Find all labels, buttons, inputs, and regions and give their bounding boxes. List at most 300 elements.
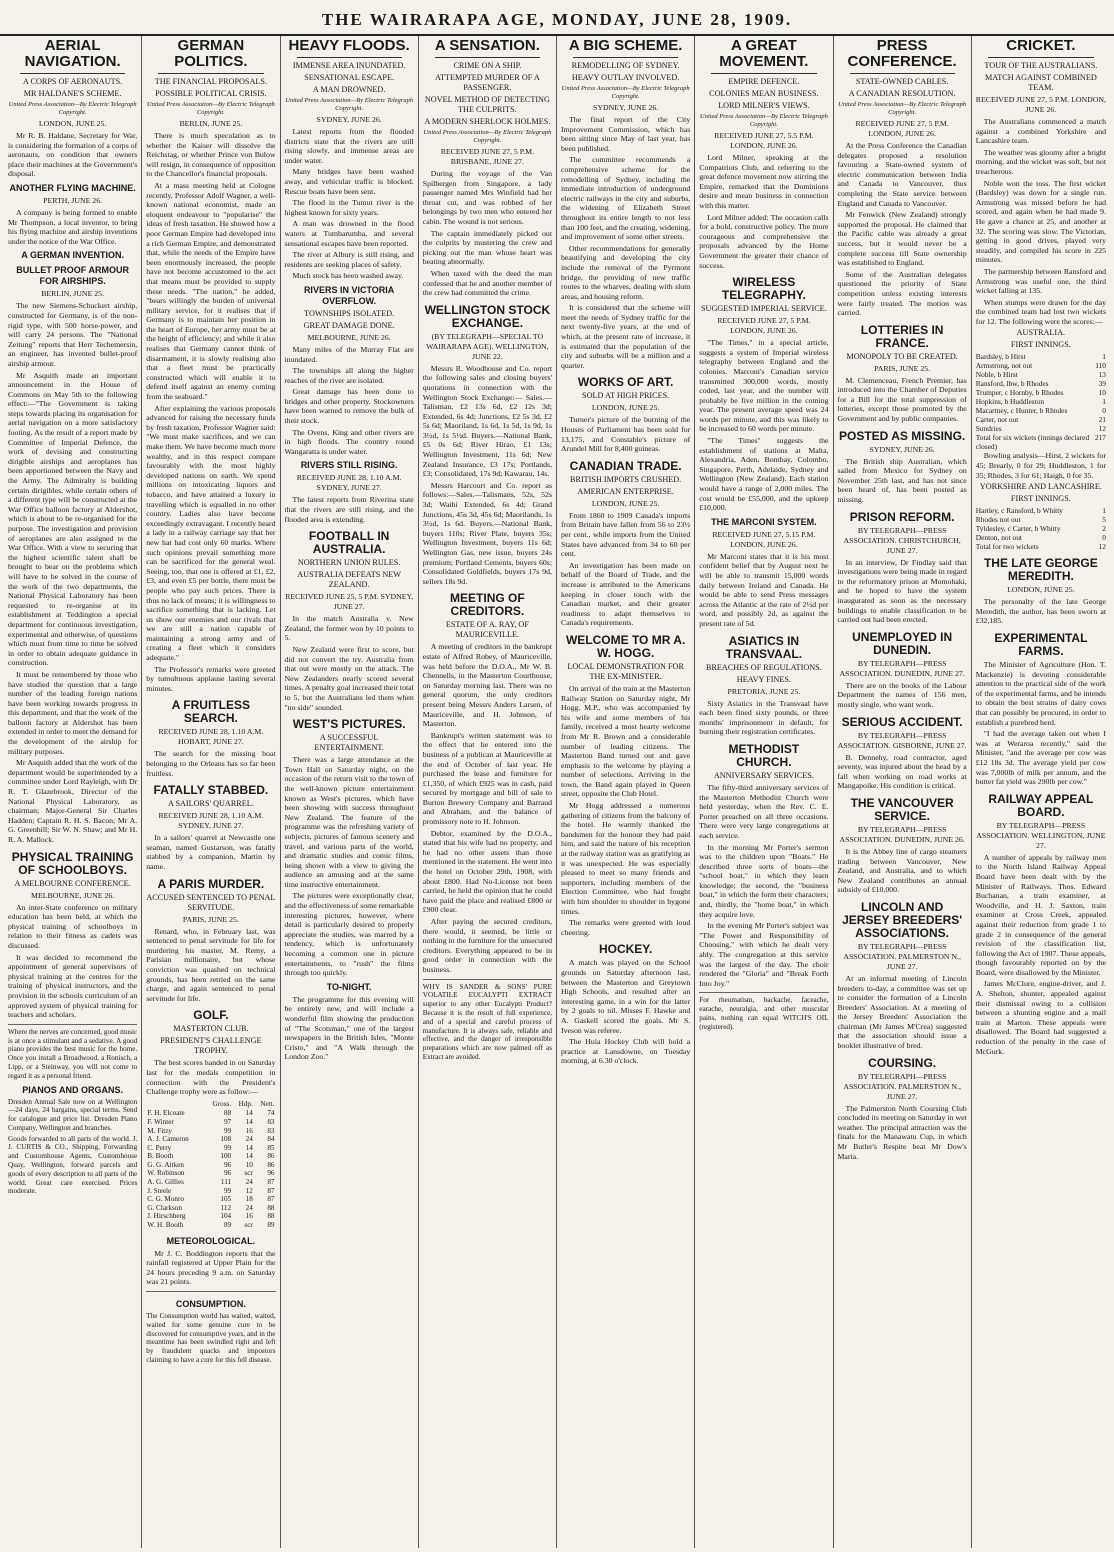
paragraph: Renard, who, in February last, was sentenced to penal servitude for life for murdering his master, M. Remy, a Parisian millionaire, but whose conviction was quashed on technical grounds, has been retried on the same charge, and again sentenced to penal servitude for life. xyxy=(146,926,276,1003)
paragraph: It is the Abbey line of cargo steamers trading between Vancouver, New Zealand, and Australia, and to which New Zealand contributes an annual subsidy of £10,000. xyxy=(837,846,967,895)
headline: SERIOUS ACCIDENT. xyxy=(841,714,963,729)
score-row xyxy=(976,415,1106,424)
paragraph: In the evening Mr Porter's subject was "The Power and Responsibility of Choosing," with which he dealt very ably. The congregation at this service was the largest of the day. The choir rendered the "Gloria" and "Break Forth Into Joy." xyxy=(699,921,829,988)
dateline: PARIS, JUNE 25. xyxy=(182,914,239,924)
deck: BRITISH IMPORTS CRUSHED. xyxy=(570,474,682,484)
golf-scores-table xyxy=(146,1099,275,1230)
deck: LORD MILNER'S VIEWS. xyxy=(718,101,810,110)
gross: 99 xyxy=(223,1186,232,1195)
table-row xyxy=(146,1109,275,1118)
score-row xyxy=(976,397,1106,406)
newspaper-title: THE WAIRARAPA AGE, MONDAY, JUNE 28, 1909. xyxy=(321,10,793,29)
headline: HEAVY FLOODS. xyxy=(288,37,410,54)
article-wireless-telegraphy xyxy=(699,276,828,628)
paragraph: It was decided to recommend the appointment of general supervisors of physical training at the centres for the training of physical instructors, and the provision in the schools curriculum of an approved system of physical training for teachers and scholars. xyxy=(8,952,138,1020)
column-5 xyxy=(557,36,695,1548)
subhead: METEOROLOGICAL. xyxy=(166,1235,256,1246)
paragraph: There was a large attendance at the Town Hall on Saturday night, on the occasion of the return visit to the town of the well-known picture entertainment known as West's pictures, which have been showing with success throughout New Zealand. The feature of the programme was the refreshing variety of subjects, pictures of famous scenery and travel, and various parts of the world, and dramatic studies and comic films, being shown with a view to giving the audience an amusing and at the same time instructive entertainment. xyxy=(284,755,414,889)
article-asiatics-transvaal xyxy=(699,635,828,737)
batsman: Noble, b Hirst xyxy=(975,370,1018,380)
paragraph: Bankrupt's written statement was to the effect that he entered into the business of a publican at Mauriceville at the end of October of last year. He purchased the lease and furniture for £1,350, of which £925 was in cash, paid secured by mortgage and bill of sale to Burton Brewery Company and Barraud and Abraham, and the balance of promissory note to H. Johnson. xyxy=(422,730,552,827)
divider xyxy=(573,57,678,58)
column-7 xyxy=(834,36,972,1548)
deck: STATE-OWNED CABLES. xyxy=(855,77,949,86)
dateline: RECEIVED JUNE 27, 5 P.M. LONDON, JUNE 26. xyxy=(717,316,811,336)
headline: A FRUITLESS SEARCH. xyxy=(171,698,250,726)
paragraph: Noble won the toss. The first wicket (Bardsley) was down for a single run. Armstrong was missed before he had scored, and again when he had made 9. He gave a chance at 25, and another at 32. The scoring was slow. The Victorian, getting in good drives, played very steadily, and compiled his score in 225 minutes. xyxy=(975,178,1106,265)
article-football xyxy=(285,530,414,712)
paragraph: Much stock has been washed away. xyxy=(292,271,404,281)
player-name: G. G. Aitken xyxy=(147,1160,184,1169)
headline: A PARIS MURDER. xyxy=(157,876,265,891)
runs: 2 xyxy=(1102,524,1106,534)
table-row xyxy=(146,1127,275,1136)
player-name: J. Steele xyxy=(147,1186,172,1195)
paragraph: The captain immediately picked out the culprits by mustering the crew and picking out the man whose heart was beating abnormally. xyxy=(422,228,552,267)
runs: 10 xyxy=(1098,388,1106,398)
deck: A MELBOURNE CONFERENCE. xyxy=(14,878,131,888)
nett: 83 xyxy=(267,1126,275,1135)
table-row xyxy=(146,1178,275,1187)
headline: PRESS CONFERENCE. xyxy=(847,37,957,70)
paragraph: From 1860 to 1909 Canada's imports from Britain have fallen from 56 to 23½ per cent., while imports from the United States have advanced from 34 to 60 per cent. xyxy=(561,510,691,559)
article-meteorological xyxy=(146,1236,275,1365)
score-row xyxy=(976,379,1106,388)
column-2 xyxy=(142,36,280,1548)
gross: 99 xyxy=(223,1126,232,1135)
paragraph: James McClure, engine-driver, and J. A. Shelton, shunter, appealed against their dismissal owing to a collision between a shunting engine and a mail train at Marton. These appeals were disallowed. The Board had suggested a reduction of the penalty in the case of McGurk. xyxy=(975,979,1106,1056)
article-coursing xyxy=(838,1057,967,1162)
gross: 96 xyxy=(223,1169,232,1178)
paragraph: M. Clemenceau, French Premier, has introduced into the Chamber of Deputies for a Bill for the total suppression of lotteries, except those promoted by the Government and by public companies. xyxy=(837,375,967,424)
deck: SOLD AT HIGH PRICES. xyxy=(582,391,670,401)
batsman: Sundries xyxy=(975,424,1002,434)
dateline: RECEIVED JUNE 27, 5.5 P.M. LONDON, JUNE 26. xyxy=(714,131,814,150)
column-header: Gross. xyxy=(212,1099,232,1108)
paragraph: In a sailors' quarrel at Newcastle one seaman, named Gustarson, was fatally stabbed by a companion, Martin by name. xyxy=(146,833,276,871)
dateline: BY TELEGRAPH—PRESS ASSOCIATION. DUNEDIN, JUNE 26. xyxy=(839,824,965,844)
paragraph: The latest reports from Riverina state that the rivers are still rising, and the flooded area is extending. xyxy=(284,495,414,524)
paragraph: Mr R. B. Haldane, Secretary for War, is considering the formation of a corps of aeronauts, on condition that owners place their machines at the Government's disposal. xyxy=(8,131,138,179)
headline: UNEMPLOYED IN DUNEDIN. xyxy=(852,629,953,657)
score-row xyxy=(976,406,1106,415)
table-row xyxy=(146,1161,275,1170)
table-row xyxy=(146,1212,275,1221)
article-methodist-church xyxy=(699,743,828,1032)
handicap: 12 xyxy=(245,1186,253,1195)
deck: YORKSHIRE AND LANCASHIRE. xyxy=(979,482,1102,492)
paragraph: The partnership between Ransford and Armstrong was useful one, the third wicket falling at 135. xyxy=(975,266,1106,296)
gross: 100 xyxy=(220,1152,232,1161)
headline: POSTED AS MISSING. xyxy=(839,428,966,443)
paragraph: The remarks were greeted with loud cheering. xyxy=(561,918,691,937)
subhead: ANOTHER FLYING MACHINE. xyxy=(9,182,136,193)
headline: WELCOME TO MR A. W. HOGG. xyxy=(565,632,686,660)
paragraph: The Australians commenced a match against a combined Yorkshire and Lancashire team. xyxy=(975,117,1106,146)
credit: United Press Association—By Electric Telegraph Copyright. xyxy=(146,101,275,116)
headline: MEETING OF CREDITORS. xyxy=(450,591,525,619)
deck: ANNIVERSARY SERVICES. xyxy=(713,770,814,780)
runs: 39 xyxy=(1098,379,1106,389)
columns-grid xyxy=(4,36,1110,1548)
dateline: RECEIVED JUNE 27, 5.15 P.M. LONDON, JUNE 26. xyxy=(712,529,816,549)
deck: A MAN DROWNED. xyxy=(312,85,386,94)
deck: SUGGESTED IMPERIAL SERVICE. xyxy=(701,304,827,314)
column-6 xyxy=(695,36,833,1548)
paragraph: New Zealand were first to score, but did not convert the try. Australia from that out were mostly on the attack. The New Zealanders nearly scored several times. A penalty goal increased their total to 5, but the Australians led them when "no side" sounded. xyxy=(284,645,414,712)
deck: CRIME ON A SHIP. xyxy=(453,61,522,70)
paragraph: The flood in the Tumut river is the highest known for sixty years. xyxy=(284,198,414,217)
runs: 110 xyxy=(1095,361,1106,371)
handicap: 24 xyxy=(245,1178,253,1187)
score-row xyxy=(976,370,1106,379)
paragraph: Mr Asquith added that the work of the department would be superintended by a committee under Lord Rayleigh, with Dr R. T. Glazebrook, Director of the National Physical Laboratory, as chairman; Major-General Sir Charles Hadden; Captain R. H. S. Bacon; Mr A. G. Greenhill; Sir W. N. Shaw; and Mr H. R. A. Mallock. xyxy=(8,758,138,844)
article-george-meredith xyxy=(976,557,1106,626)
dateline: RECEIVED JUNE 25, 5 P.M. SYDNEY, JUNE 27. xyxy=(285,592,414,612)
column-header: Nett. xyxy=(260,1099,275,1108)
dateline: (BY TELEGRAPH—SPECIAL TO WAIRARAPA AGE). WELLINGTON, JUNE 22. xyxy=(426,331,549,361)
player-name: A. J. Cameron xyxy=(147,1135,189,1144)
paragraph: Great damage has been done to bridges and other property. Stockowners have been warned to remove the bulk of their stock. xyxy=(284,387,414,426)
headline: WEST'S PICTURES. xyxy=(292,717,406,732)
nett: 86 xyxy=(267,1152,275,1161)
paragraph: Turner's picture of the burning of the Houses of Parliament has been sold for 13,175, and Constable's picture of Arundel Mill for 8,400 guineas. xyxy=(561,415,691,454)
article-works-of-art xyxy=(561,376,690,453)
deck: THE FINANCIAL PROPOSALS. xyxy=(154,77,268,86)
masthead xyxy=(0,0,1114,36)
column-4 xyxy=(419,36,557,1548)
paragraph: In an interview, Dr Findlay said that investigations were being made in regard to the reformatory prison at Momohaki, and he hoped to have the system inaugurated as soon as the necessary buildings to enable classification to be carried out had been erected. xyxy=(837,557,967,625)
batsman: Ransford, lbw, b Rhodes xyxy=(975,379,1049,389)
paragraph: B. Dennehy, road contractor, aged seventy, was injured about the head by a fall when working on road works at Mangapoike. His condition is critical. xyxy=(837,752,967,791)
divider xyxy=(20,73,125,74)
article-golf xyxy=(146,1009,275,1229)
headline: METHODIST CHURCH. xyxy=(728,741,800,769)
headline: A BIG SCHEME. xyxy=(568,37,683,54)
runs: 12 xyxy=(1098,424,1106,434)
headline: ASIATICS IN TRANSVAAL. xyxy=(725,633,803,661)
paragraph: "I had the average taken out when I was at Weraroa recently," said the Minister, "and the average per cow was £12 18s 3d. The average yield per cow was 7,000lb of milk per annum, and the butter fat yield was 290lb per cow." xyxy=(975,729,1106,787)
dateline: RECEIVED JUNE 28, 1.10 A.M. SYDNEY, JUNE 27. xyxy=(158,811,264,831)
score-row xyxy=(976,424,1106,433)
article-experimental-farms xyxy=(976,632,1106,787)
paragraph: "The Times" suggests the establishment of stations at Malta, Alexandria, Aden, Bombay, Colombo, Singapore, Perth, Adelaide, Sydney and Wellington (New Zealand). Each station would have a range of 2,000 miles. The cost would be £55,000, and the upkeep £10,000. xyxy=(699,436,829,513)
handicap: 14 xyxy=(245,1143,253,1152)
paragraph: Mr Marconi states that it is his most confident belief that by August next he will be able to transmit 15,000 words daily between Ireland and Canada. He would be able to send Press messages across the Atlantic at the rate of 2½d per word, and possibly 2d, as against the present rate of 5d. xyxy=(699,551,829,628)
divider xyxy=(850,73,955,74)
ad-text: Dresden Annual Sale now on at Wellington—24 days, 24 bargains, special terms. Send for catalogue and price list. Dresden Piano Company, Wellington and branches. xyxy=(8,1097,138,1132)
headline: PHYSICAL TRAINING OF SCHOOLBOYS. xyxy=(11,849,134,877)
paragraph: During the voyage of the Van Spilbergen from Singapore, a lady passenger named Mrs Winfield had her throat cut, and was robbed of her belongings by two men who entered her cabin. The wound is not serious. xyxy=(422,169,552,226)
dateline: BY TELEGRAPH—PRESS ASSOCIATION. PALMERSTON N., JUNE 27. xyxy=(843,941,961,971)
headline: WIRELESS TELEGRAPHY. xyxy=(721,275,806,303)
article-wests-pictures xyxy=(285,718,414,1062)
credit: United Press Association—By Electric Telegraph Copyright. xyxy=(8,101,137,116)
paragraph: The weather was gloomy after a bright morning, and the wicket was soft, but not treacherous. xyxy=(975,147,1106,176)
paragraph: The pictures were exceptionally clear, and the effectiveness of some remarkable interesting pictures, however, where detail is particularly desired to properly appreciate the studies, was marred by a tendency, which is unfortunately becoming a common one in picture entertainments, to "rush" the films through too quickly. xyxy=(284,891,414,978)
deck: MR HALDANE'S SCHEME. xyxy=(23,89,122,98)
dateline: BY TELEGRAPH—PRESS ASSOCIATION. CHRISTCHURCH, JUNE 27. xyxy=(843,525,961,555)
handicap: 14 xyxy=(245,1117,253,1126)
advertisement xyxy=(146,1291,275,1365)
deck: ATTEMPTED MURDER OF A PASSENGER. xyxy=(434,73,540,92)
headline: GOLF. xyxy=(193,1008,229,1023)
handicap: scr xyxy=(244,1169,253,1178)
article-meeting-of-creditors xyxy=(423,592,552,1061)
article-heavy-floods xyxy=(285,38,414,524)
nett: 83 xyxy=(267,1117,275,1126)
paragraph: The British ship Australian, which sailed from Mexico for Sydney on November 25th last, and has not since been heard of, has been posted as missing. xyxy=(837,456,967,505)
nett: 89 xyxy=(267,1221,275,1230)
dateline: PRETORIA, JUNE 25. xyxy=(727,686,801,696)
column-1 xyxy=(4,36,142,1548)
total-label: Total for six wickets (innings declared closed) xyxy=(975,433,1090,452)
score-row xyxy=(976,533,1106,542)
batsman: Armstrong, not out xyxy=(975,361,1033,371)
deck: FIRST INNINGS. xyxy=(1010,494,1071,504)
handicap: 14 xyxy=(245,1152,253,1161)
paragraph: Mr J. C. Boddington reports that the rainfall registered at Upper Plain for the 24 hours preceding 9 a.m. on Saturday was 21 points. xyxy=(146,1248,276,1287)
deck: PRESIDENT'S CHALLENGE TROPHY. xyxy=(160,1036,262,1056)
dateline: BERLIN, JUNE 25. xyxy=(41,289,105,299)
paragraph: Some of the Australian delegates questioned the priority of State competition unless existing interests were fairly treated. The motion was carried. xyxy=(837,269,967,318)
runs: 0 xyxy=(1102,533,1106,543)
paragraph: A company is being formed to enable Mr Thompson, a local inventor, to bring his flying machine and airship inventions under the notice of the War Office. xyxy=(8,207,138,246)
ad-text: WHY IS SANDER & SONS' PURE VOLATILE EUCALYPTI EXTRACT superior to any other Eucalypti Product? Because it is the result of full experience, and of a special and careful process of manufacture. It is always safe, reliable and effective, and the danger of irresponsible preparations which are now palmed off as Extract are avoided. xyxy=(422,982,552,1061)
table-row xyxy=(146,1118,275,1127)
handicap: 16 xyxy=(245,1126,253,1135)
paragraph: A man was drowned in the flood waters at Tumbarumba, and several sensational escapes have been reported. xyxy=(284,219,414,248)
runs: 1 xyxy=(1102,352,1106,362)
batsman: Denton, not out xyxy=(975,533,1022,543)
article-stock-exchange xyxy=(423,304,552,587)
paragraph: A match was played on the School grounds on Saturday afternoon last, between the Masterton and Greytown High Schools, and resulted after an interesting game, in a win for the latter by 2 goals to nil. Misses F. Hawke and A. Gaskell scored the goals. Mr S. Iveson was referee. xyxy=(561,958,691,1035)
paragraph: The river at Albury is still rising, and residents are seeking places of safety. xyxy=(284,250,414,269)
score-total xyxy=(976,542,1106,551)
deck: MATCH AGAINST COMBINED TEAM. xyxy=(984,73,1097,92)
gross: 112 xyxy=(220,1203,232,1212)
paragraph: An investigation has been made on behalf of the Board of Trade, and the increase is attributed to the Americans keeping in closer touch with the Canadian market, and their greater readiness to adapt themselves to Canada's requirements. xyxy=(561,560,691,628)
headline: WELLINGTON STOCK EXCHANGE. xyxy=(424,302,551,330)
table-row xyxy=(146,1221,275,1230)
paragraph: In the match Australia v. New Zealand, the former won by 10 points to 5. xyxy=(284,614,414,643)
article-welcome-hogg xyxy=(561,634,690,937)
score-row xyxy=(976,352,1106,361)
paragraph: Mr Fenwick (New Zealand) strongly supported the proposal. He claimed that the Pacific cable was already a great success, but it would never be a complete success till State ownership was established to England. xyxy=(837,210,967,268)
headline: COURSING. xyxy=(868,1055,937,1070)
gross: 96 xyxy=(223,1160,232,1169)
headline: WORKS OF ART. xyxy=(577,375,674,390)
handicap: 24 xyxy=(245,1135,253,1144)
paragraph: A meeting of creditors in the bankrupt estate of Alfred Robey, of Mauriceville, was held before the D.O.A., Mr W. B. Chennells, in the Masterton Courthouse, on Saturday morning last. There was no general quorum, the only creditors present being Messrs Anders Larsen, of Mauriceville, and H. Johnson, of Masterton. xyxy=(422,642,552,729)
article-great-movement xyxy=(699,38,828,270)
gross: 108 xyxy=(220,1135,232,1144)
total-runs: 12 xyxy=(1098,542,1106,552)
headline: RAILWAY APPEAL BOARD. xyxy=(988,791,1094,819)
score-row xyxy=(976,361,1106,370)
total-runs: 217 xyxy=(1094,433,1106,443)
article-cricket xyxy=(976,38,1106,551)
divider xyxy=(711,73,816,74)
deck: A SUCCESSFUL ENTERTAINMENT. xyxy=(314,733,384,753)
article-lotteries xyxy=(838,324,967,424)
headline: A SENSATION. xyxy=(434,37,540,54)
player-name: M. Fitzy xyxy=(147,1126,173,1135)
advertisement xyxy=(8,1024,137,1197)
runs: 13 xyxy=(1098,370,1106,380)
gross: 89 xyxy=(223,1221,232,1230)
paragraph: There are on the books of the Labour Department the names of 156 men, mostly single, who want work. xyxy=(837,680,967,709)
deck: BREACHES OF REGULATIONS. xyxy=(705,662,822,672)
paragraph: Messrs R. Woodhouse and Co. report the following sales and closing buyers' quotations in connection with the Wellington Stock Exchange:— Sales.—Talisman, £2 13s 6d, £2 12s 3d; Extended, 6s 4d; Junctions, £2 5s 3d, £2 5s 6d; Maoriland, 1s 6d, 1s 5d, 1s 9d, 1s 3½d, 1s 5½d. Buyers.—National Bank, £5 0s 6d; River Hirao, £1 13s; Wellington Investment, 11s 6d; New Zealand Insurance, £3 17s; Portlands, £3; Consolidated, 17s 9d; Kawarau, 14s. xyxy=(422,363,552,479)
headline: CANADIAN TRADE. xyxy=(569,458,682,473)
paragraph: Bowling analysis—Hirst, 2 wickets for 45; Brearly, 0 for 29; Huddleston, 1 for 35; Rhodes, 3 for 61; Haigh, 0 for 35. xyxy=(975,451,1106,480)
ad-text: The Consumption world has waited, waited, waited for some genuine cure to be discovered for consumptive years, and in the meantime has been swindled right and left by fraudulent quacks and impostors claiming to have a cure for this fell disease. xyxy=(146,1312,276,1364)
paragraph: There is much speculation as to whether the Kaiser will dissolve the Reichstag, or whether Prince von Bulow will resign, in consequence of opposition to the Chancellor's financial proposals. xyxy=(146,131,276,179)
dateline: RECEIVED JUNE 27, 5 P.M. LONDON, JUNE 26. xyxy=(855,119,949,138)
paragraph: Other recommendations for generally beautifying and developing the city include the removal of the Pyrmont bridge, the providing of new traffic routes to the wharves, dealing with slum areas, and housing reform. xyxy=(561,243,691,301)
paragraph: The best scores handed in on Saturday last for the medals competition in connection with the President's Challenge trophy were as follow:— xyxy=(146,1058,276,1097)
player-name: W. Robinson xyxy=(147,1169,185,1178)
batsman: Hartley, c Ransford, b Whitty xyxy=(975,506,1063,516)
dateline: MELBOURNE, JUNE 26. xyxy=(31,890,115,900)
paragraph: The townships all along the higher reaches of the river are isolated. xyxy=(284,366,414,385)
column-8 xyxy=(972,36,1110,1548)
ad-text: Where the nerves are concerned, good music is at once a stimulant and a sedative. A good piano provides the best music for the home. Once you install a Broadwood, a Ronisch, a Lipp, or a Steinway, you will not come to regard it as a personal friend. xyxy=(8,1027,138,1080)
paragraph: In the morning Mr Porter's sermon was to the children upon "Boats." He described three sorts of boats—the "school boat," in which they learn knowledge; the second, the "business boat," in which the form their characters; and, thirdly, the "home boat," in which they acquire love. xyxy=(699,842,829,919)
dateline: RECEIVED JUNE 27, 5 P.M. LONDON, JUNE 26. xyxy=(975,95,1106,114)
article-hockey xyxy=(561,943,690,1066)
nett: 86 xyxy=(267,1160,275,1169)
article-a-sensation xyxy=(423,38,552,298)
paragraph: Many bridges have been washed away, and vehicular traffic is blocked. Rescue boats have been sent. xyxy=(284,167,414,196)
subhead: TO-NIGHT. xyxy=(326,981,372,992)
paragraph: Latest reports from the flooded districts state that the rivers are still rising slowly, and immense areas are under water. xyxy=(284,127,414,165)
deck: HEAVY FINES. xyxy=(736,674,791,684)
table-header-row xyxy=(146,1099,275,1110)
paragraph: The committee recommends a comprehensive scheme for the remodelling of Sydney, including the immediate introduction of underground electric railways in the city and suburbs, the widening of Elizabeth Street throughout its entire length to not less than 100 feet, and the creating, widening, and improvement of some other streets. xyxy=(561,155,691,242)
paragraph: The fifty-third anniversary services of the Masterton Methodist Church were held yesterday, when the Rev. C. E. Porter preached on all three occasions. There were very large congregations at each service. xyxy=(699,782,829,840)
player-name: F. H. Elcoate xyxy=(147,1109,185,1118)
nett: 87 xyxy=(267,1195,275,1204)
ad-heading: PIANOS AND ORGANS. xyxy=(22,1084,123,1095)
score-row xyxy=(976,388,1106,397)
batsman: Rhodes not out xyxy=(975,515,1021,525)
article-serious-accident xyxy=(838,716,967,791)
article-fruitless-search xyxy=(146,699,275,778)
paragraph: An inter-State conference on military education has been held, at which the physical training of schoolboys in relation to their fitness as cadets was discussed. xyxy=(8,902,138,950)
headline: CRICKET. xyxy=(1006,37,1076,54)
paragraph: It is considered that the scheme will meet the needs of Sydney traffic for the next twenty-five years, at the end of which, at the present rate of increase, it is estimated that the population of the city and suburbs will be a million and a quarter. xyxy=(561,303,691,370)
column-header: Hdp. xyxy=(238,1099,253,1108)
paragraph: Lord Milner, speaking at the Compatriots Club, and referring to the great defence movement now stirring the Empire, remarked that the Dominions desire and mean business in connection with this matter. xyxy=(699,153,829,210)
player-name: B. Booth xyxy=(147,1152,174,1161)
headline: A GREAT MOVEMENT. xyxy=(719,37,809,70)
article-physical-training xyxy=(8,851,137,1197)
dateline: PARIS, JUNE 25. xyxy=(874,363,931,373)
deck: MONOPOLY TO BE CREATED. xyxy=(846,351,958,361)
nett: 87 xyxy=(267,1186,275,1195)
player-name: W. H. Booth xyxy=(147,1221,184,1230)
paragraph: At the Press Conference the Canadian delegates proposed a resolution favouring a State-owned system of electric communication between India and Canada to Vancouver, thus completing the State service between England and Canada to Vancouver. xyxy=(837,141,967,208)
deck: ACCUSED SENTENCED TO PENAL SERVITUDE. xyxy=(146,892,276,912)
article-unemployed xyxy=(838,631,967,710)
score-row xyxy=(976,524,1106,533)
dateline: LONDON, JUNE 25. xyxy=(591,498,660,508)
deck: AMERICAN ENTERPRISE. xyxy=(577,486,674,496)
dateline: RECEIVED JUNE 28, 1.10 A.M. HOBART, JUNE 27. xyxy=(158,727,264,747)
deck: COLONIES MEAN BUSINESS. xyxy=(709,89,819,98)
subhead: RIVERS STILL RISING. xyxy=(300,460,398,471)
paragraph: Messrs Harcourt and Co. report as follows:—Sales.—Talismans, 52s, 52s 3d; Waihi Extended, 6s 4d; Grand Junctions, 45s 3d, 45s 6d; Maorilands, 1s 3½d, 1s 6d. Buyers.—National Bank, buyers 110s; River Plate, buyers 35s; Wellington Investment, buyers 11s 6d; Wellington Gas, new issue, buyers 24s premium; Portland Cements, buyers 60s; Consolidated Goldfields, buyers 17s 9d, sellers 18s 9d. xyxy=(422,480,552,586)
deck: POSSIBLE POLITICAL CRISIS. xyxy=(155,89,267,98)
handicap: 10 xyxy=(245,1160,253,1169)
score-total xyxy=(976,433,1106,451)
divider xyxy=(297,57,402,58)
article-vancouver-service xyxy=(838,797,967,895)
table-row xyxy=(146,1204,275,1213)
subhead: THE MARCONI SYSTEM. xyxy=(711,516,817,527)
headline: LINCOLN AND JERSEY BREEDERS' ASSOCIATIONS. xyxy=(842,899,963,940)
nett: 87 xyxy=(267,1178,275,1187)
article-press-conference xyxy=(838,38,967,318)
dateline: PERTH, JUNE 26. xyxy=(43,195,103,205)
runs: 5 xyxy=(1102,515,1106,525)
gross: 97 xyxy=(223,1117,232,1126)
paragraph: When taxed with the deed the man confessed that he and another member of the crew had committed the crime. xyxy=(422,268,552,298)
article-fatally-stabbed xyxy=(146,784,275,871)
paragraph: The final report of the City Improvement Commission, which has been sitting since May of last year, has been published. xyxy=(561,115,691,153)
handicap: 16 xyxy=(245,1212,253,1221)
gross: 111 xyxy=(220,1178,232,1187)
nett: 85 xyxy=(267,1143,275,1152)
table-row xyxy=(146,1169,275,1178)
batsman: Carter, not out xyxy=(975,415,1019,425)
deck: GREAT DAMAGE DONE. xyxy=(303,320,395,330)
gross: 88 xyxy=(223,1109,232,1118)
ad-heading: CONSUMPTION. xyxy=(175,1299,246,1309)
credit: United Press Association—By Electric Telegraph Copyright. xyxy=(699,113,828,128)
dateline: BY TELEGRAPH—PRESS ASSOCIATION. DUNEDIN, JUNE 27. xyxy=(839,658,965,678)
paragraph: The programme for this evening will be entirely new, and will include a wonderful film showing the production of "The Scotsman," one of the largest newspapers in the British Isles, "Monte Cristo," and "A Walk through the London Zoo." xyxy=(284,994,414,1062)
paragraph: At a mass meeting held at Cologne recently, Professor Adolf Wagner, a well-known national economist, made an eloquent endeavour to "popularise" the ideas of fresh taxation. He showed how a poor German Empire had developed into a rich German Empire, and demonstrated that, while the needs of the Empire have been enormously increased, the people have not become accustomed to the act that means must be provided to supply these needs. "The nation," he added, "bears willingly the burden of universal military service, for it realises that if Germany is to maintain her position in the heart of Europe, her army must be at the height of efficiency; and while it also realises that Germany cannot think of disarmament, it is slowly realising also that a fleet must be practically constructed which will enable it to defend itself against an enemy coming from the seaboard." xyxy=(146,180,276,402)
headline: FATALLY STABBED. xyxy=(153,783,269,798)
table-row xyxy=(146,1195,275,1204)
player-name: J. Hirschberg xyxy=(147,1212,186,1221)
paragraph: Debtor, examined by the D.O.A., stated that his wife had no property, and he had no other assets than those mentioned in the statement. He went into the hotel on October 29th, 1908, with about £800. Had No-License not been carried, he held the opinion that he could have paid the place and realised £800 or £900 clear. xyxy=(422,828,552,915)
headline: GERMAN POLITICS. xyxy=(174,37,248,70)
runs: 21 xyxy=(1098,415,1106,425)
paragraph: The Palmerston North Coursing Club concluded its meeting on Saturday in wet weather. The principal attraction was the finals for the Manawatu Cup, in which Mr Butler's Respite beat Mr Dow's Maria. xyxy=(837,1103,967,1161)
paragraph: The Ovens, King and other rivers are in high floods. The country round Wangaratta is under water. xyxy=(284,427,414,456)
paragraph: At an informal meeting of Lincoln breeders to-day, a committee was set up to consider the formation of a Lincoln Breeders' Association. At a meeting of the Jersey Breeders' Association the chairman (Mr James M'Crea) suggested that the association should issue a booklet illustrative of bred. xyxy=(837,973,967,1051)
deck: TOUR OF THE AUSTRALIANS. xyxy=(984,61,1098,70)
paragraph: It must be remembered by those who have studied the question that a large number of the leading foreign nations have been working towards progress in this department, and that the work of the balloon factory at Aldershot has been extended in order to meet the demand for the development of the airship for military purposes. xyxy=(8,669,138,756)
headline: PRISON REFORM. xyxy=(849,509,955,524)
paragraph: On arrival of the train at the Masterton Railway Station on Saturday night, Mr Hogg, M.P., who was accompanied by his wife and some members of his family, received a most hearty welcome from Mr R. Brown and a considerable number of leading citizens. The Masterton Band turned out and gave emphasis to the welcome by playing a number of selections. Arriving in the town, the Band again played in Queen street, opposite the Club Hotel. xyxy=(561,683,691,799)
advertisement xyxy=(699,992,828,1031)
dateline: MELBOURNE, JUNE 26. xyxy=(307,332,391,342)
article-posted-missing xyxy=(838,430,967,505)
ad-text: Goods forwarded to all parts of the world. J. J. CURTIS & CO., Shipping, Forwarding and Customhouse Agents, Customhouse Quay, Wellington, forward parcels and goods of every description to all parts of the world. Great care exercised. Prices moderate. xyxy=(8,1134,138,1196)
ad-text: For rheumatism, backache, faceache, earache, neuralgia, and other muscular pains, nothing can equal WITCH'S OIL (registered). xyxy=(699,996,829,1031)
credit: United Press Association—By Electric Telegraph Copyright. xyxy=(561,85,690,100)
subhead: BULLET PROOF ARMOUR FOR AIRSHIPS. xyxy=(16,265,129,287)
divider xyxy=(988,57,1094,58)
paragraph: The Huia Hockey Club will hold a practice at Lansdowne, on Tuesday morning, at 6.30 o'clock. xyxy=(561,1037,691,1066)
deck: A CORPS OF AERONAUTS. xyxy=(23,77,123,86)
credit: United Press Association—By Electric Telegraph Copyright. xyxy=(285,97,414,112)
